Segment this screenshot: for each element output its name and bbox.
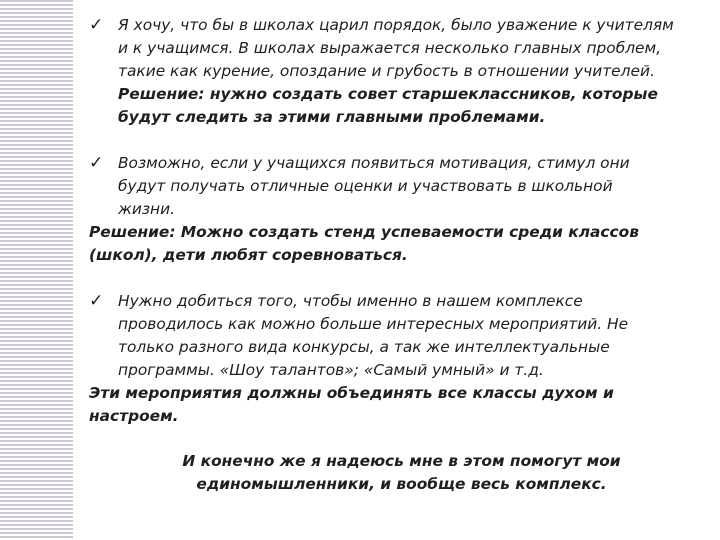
checkmark-icon: ✓ [89,15,104,35]
text-line: будут получать отличные оценки и участвовать в школьной [118,177,613,195]
bullet-item-2 [89,152,714,221]
slide-content [89,14,714,496]
spacer [89,129,714,152]
text-line: Возможно, если у учащихся появиться мотивация, стимул они [118,154,630,172]
solution-line: будут следить за этими главными проблемами. [118,108,546,126]
closing-line: И конечно же я надеюсь мне в этом помогут мои [182,452,621,470]
text-line: только разного вида конкурсы, а так же интеллектуальные [118,338,610,356]
summary-line: настроем. [89,407,179,425]
summary-line: Эти мероприятия должны объединять все классы духом и [89,384,614,402]
text-line: проводилось как можно больше интересных мероприятий. Не [118,315,629,333]
bullet-item-3 [89,290,714,382]
spacer [89,267,714,290]
text-line: программы. «Шоу талантов»; «Самый умный» и т.д. [118,361,544,379]
solution-line: Решение: Можно создать стенд успеваемости среди классов [89,223,639,241]
text-line: жизни. [118,200,176,218]
solution-line: Решение: нужно создать совет старшеклассников, которые [118,85,658,103]
closing-paragraph [89,450,714,496]
text-line: и к учащимся. В школах выражается несколько главных проблем, [118,39,662,57]
text-line: Я хочу, что бы в школах царил порядок, было уважение к учителям [118,16,674,34]
checkmark-icon: ✓ [89,153,104,173]
closing-line: единомышленники, и вообще весь комплекс. [196,475,607,493]
solution-line: (школ), дети любят соревноваться. [89,246,408,264]
bullet-item-1 [89,14,714,129]
text-line: Нужно добиться того, чтобы именно в нашем комплексе [118,292,583,310]
checkmark-icon: ✓ [89,291,104,311]
spacer [89,428,714,450]
text-line: такие как курение, опоздание и грубость в отношении учителей. [118,62,655,80]
decorative-left-stripe [0,0,73,540]
